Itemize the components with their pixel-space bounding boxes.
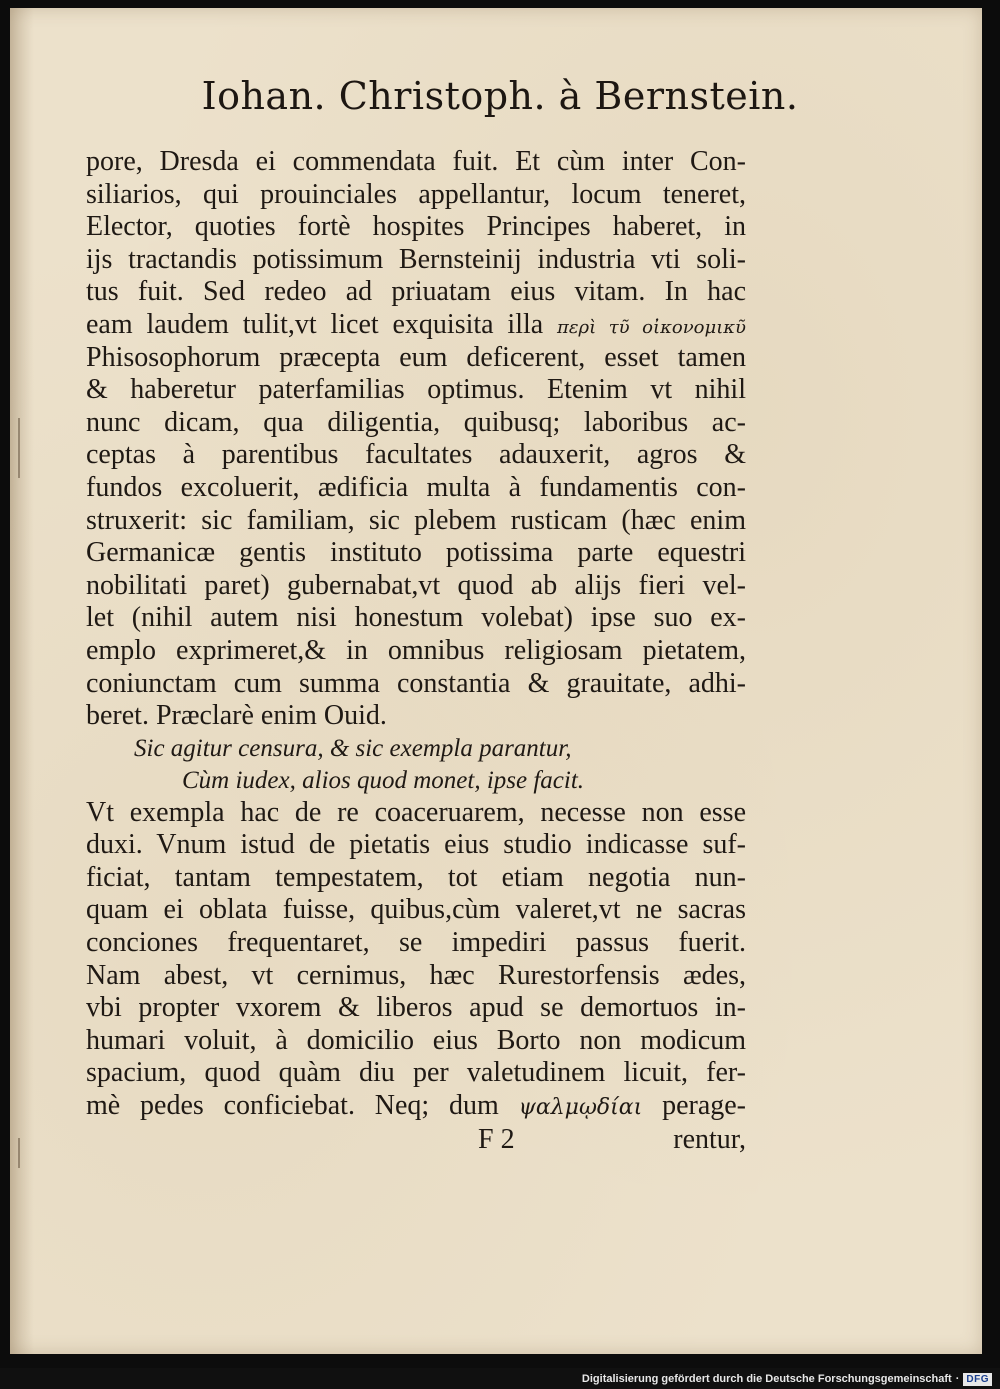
text-line: Nam abest, vt cernimus, hæc Rurestorfensis ædes, xyxy=(86,959,746,991)
text-line: Phisosophorum præcepta eum deficerent, esset tamen xyxy=(86,341,746,373)
text-line: siliarios, qui prouinciales appellantur, locum teneret, xyxy=(86,178,746,210)
text-line: coniunctam cum summa constantia & grauitate, adhi- xyxy=(86,667,746,699)
text-fragment: eam laudem tulit,vt licet exquisita illa xyxy=(86,308,544,340)
text-line-with-greek xyxy=(86,1090,746,1123)
text-line: nunc dicam, qua diligentia, quibusq; laboribus ac- xyxy=(86,406,746,438)
gutter-mark xyxy=(18,1138,20,1168)
text-line: emplo exprimeret,& in omnibus religiosam pietatem, xyxy=(86,634,746,666)
text-line: ceptas à parentibus facultates adauxerit, agros & xyxy=(86,439,746,471)
text-fragment: perage- xyxy=(662,1090,746,1122)
gutter-mark xyxy=(18,418,20,478)
credit-separator: · xyxy=(955,1373,960,1385)
text-line: tus fuit. Sed redeo ad priuatam eius vitam. In hac xyxy=(86,276,746,308)
text-line: Vt exempla hac de re coaceruarem, necesse non esse xyxy=(86,796,746,828)
digitization-credit xyxy=(582,1371,992,1387)
text-line: fundos excoluerit, ædificia multa à fundamentis con- xyxy=(86,471,746,503)
text-line: nobilitati paret) gubernabat,vt quod ab alijs fieri vel- xyxy=(86,569,746,601)
dfg-logo: DFG xyxy=(963,1373,992,1386)
text-line: pore, Dresda ei commendata fuit. Et cùm inter Con- xyxy=(86,146,746,177)
text-line: conciones frequentaret, se impediri passus fuerit. xyxy=(86,927,746,959)
text-block xyxy=(86,146,746,1157)
credit-text: Digitalisierung gefördert durch die Deutsche Forschungsgemeinschaft xyxy=(581,1373,952,1385)
text-line: Elector, quoties fortè hospites Principes haberet, in xyxy=(86,211,746,243)
text-fragment: mè pedes conficiebat. Neq; dum xyxy=(86,1090,499,1122)
text-line: ficiat, tantam tempestatem, tot etiam negotia nun- xyxy=(86,861,746,893)
catchword: rentur, xyxy=(673,1123,746,1155)
paragraph-end-line: beret. Præclarè enim Ouid. xyxy=(86,700,387,732)
signature-mark: F 2 xyxy=(478,1123,515,1155)
text-line: spacium, quod quàm diu per valetudinem licuit, fer- xyxy=(86,1057,746,1089)
text-line: vbi propter vxorem & liberos apud se demortuos in- xyxy=(86,992,746,1024)
text-line: & haberetur paterfamilias optimus. Etenim vt nihil xyxy=(86,374,746,406)
greek-phrase: περὶ τῦ οἰκονομικῦ xyxy=(557,316,746,338)
running-head: Iohan. Christoph. à Bernstein. xyxy=(201,74,799,118)
text-line: humari voluit, à domicilio eius Borto non modicum xyxy=(86,1024,746,1056)
page-footer-row xyxy=(86,1123,746,1157)
text-line: Germanicæ gentis instituto potissima parte equestri xyxy=(86,537,746,569)
verse-line: Sic agitur censura, & sic exempla parantur, xyxy=(134,734,572,762)
text-line: ijs tractandis potissimum Bernsteinij industria vti soli- xyxy=(86,243,746,275)
greek-word: ψαλμῳδίαι xyxy=(518,1095,643,1121)
text-line: struxerit: sic familiam, sic plebem rusticam (hæc enim xyxy=(86,504,746,536)
text-line-with-greek xyxy=(86,309,746,342)
text-line: let (nihil autem nisi honestum volebat) ipse suo ex- xyxy=(86,602,746,634)
text-line: quam ei oblata fuisse, quibus,cùm valeret,vt ne sacras xyxy=(86,894,746,926)
verse-line: Cùm iudex, alios quod monet, ipse facit. xyxy=(182,766,585,794)
text-line: duxi. Vnum istud de pietatis eius studio indicasse suf- xyxy=(86,829,746,861)
